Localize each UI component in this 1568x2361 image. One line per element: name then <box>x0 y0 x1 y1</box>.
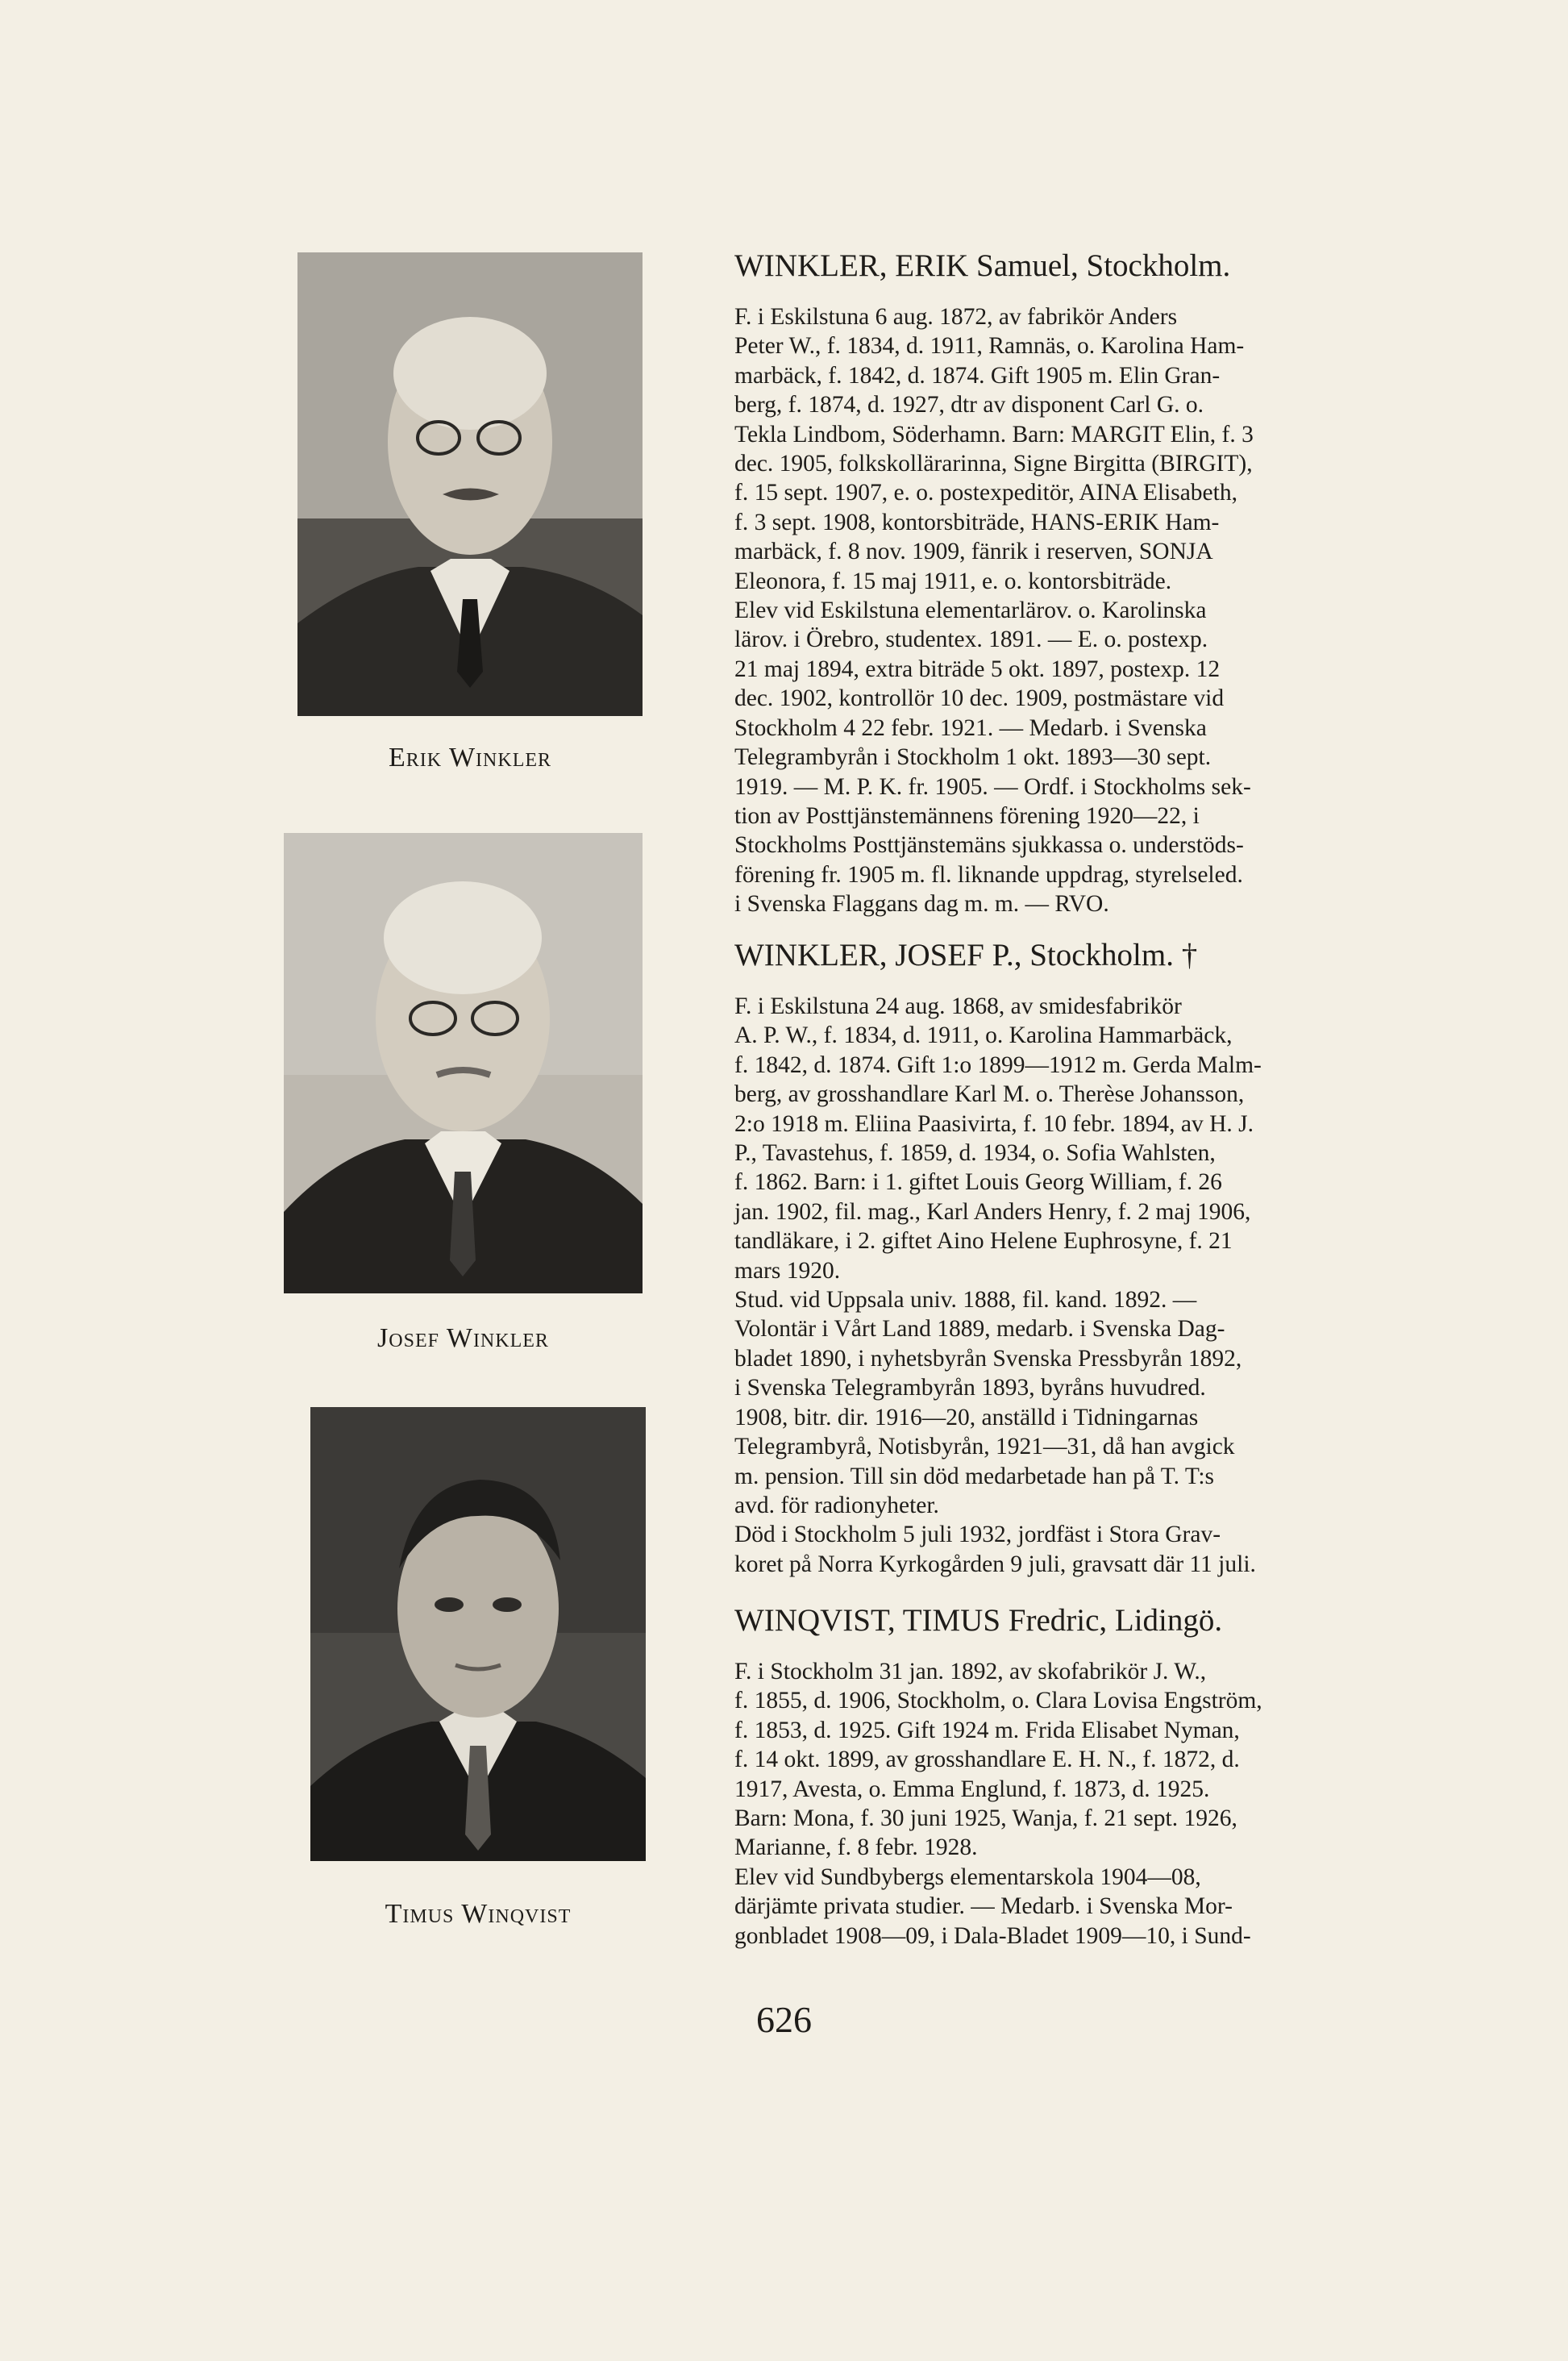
portrait-caption-erik: Erik Winkler <box>388 743 552 772</box>
portrait-timus-winqvist <box>310 1407 646 1861</box>
entry-body: F. i Stockholm 31 jan. 1892, av skofabrikör J. W., f. 1855, d. 1906, Stockholm, o. Clara Lovisa Engström, f. 1853, d. 1925. Gift 1924 m. Frida Elisabet Nyman, f. 14 okt. 1899, av grosshandlare E. H. N., f. 1872, d. 1917, Avesta, o. Emma Englund, f. 1873, d. 1925. Barn: Mona, f. 30 juni 1925, Wanja, f. 21 sept. 1926, Marianne, f. 8 febr. 1928. Elev vid Sundbybergs elementarskola 1904—08, därjämte privata studier. — Medarb. i Svenska Mor- gonbladet 1908—09, i Dala-Bladet 1909—10, i Sund- <box>734 1659 1262 1949</box>
portrait-erik-winkler-image <box>297 252 643 716</box>
entry-body: F. i Eskilstuna 24 aug. 1868, av smidesfabrikör A. P. W., f. 1834, d. 1911, o. Karolina Hammarbäck, f. 1842, d. 1874. Gift 1:o 1899—1912 m. Gerda Malm- berg, av grosshandlare Karl M. o. Therèse Johansson, 2:o 1918 m. Eliina Paasivirta, f. 10 febr. 1894, av H. J. P., Tavastehus, f. 1859, d. 1934, o. Sofia Wahlsten, f. 1862. Barn: i 1. giftet Louis Georg William, f. 26 jan. 1902, fil. mag., Karl Anders Henry, f. 2 maj 1906, tandläkare, i 2. giftet Aino Helene Euphrosyne, f. 21 mars 1920. Stud. vid Uppsala univ. 1888, fil. kand. 1892. — Volontär i Vårt Land 1889, medarb. i Svenska Dag- bladet 1890, i nyhetsbyrån Svenska Pressbyrån 1892, i Svenska Telegrambyrån 1893, byråns huvudred. 1908, bitr. dir. 1916—20, anställd i Tidningarnas Telegrambyrå, Notisbyrån, 1921—31, då han avgick m. pension. Till sin död medarbetade han på T. T:s avd. för radionyheter. Död i Stockholm 5 juli 1932, jordfäst i Stora Grav- koret på Norra Kyrkogården 9 juli, gravsatt där 11 juli. <box>734 993 1262 1577</box>
entry-heading: WINKLER, ERIK Samuel, Stockholm. <box>734 248 1231 283</box>
portrait-caption-timus: Timus Winqvist <box>385 1899 572 1929</box>
entry-winkler-erik <box>734 246 1428 919</box>
portrait-caption-josef: Josef Winkler <box>377 1323 549 1353</box>
portrait-josef-winkler <box>284 833 643 1293</box>
entry-body: F. i Eskilstuna 6 aug. 1872, av fabrikör Anders Peter W., f. 1834, d. 1911, Ramnäs, o. Karolina Ham- marbäck, f. 1842, d. 1874. Gift 1905 m. Elin Gran- berg, f. 1874, d. 1927, dtr av disponent Carl G. o. Tekla Lindbom, Söderhamn. Barn: MARGIT Elin, f. 3 dec. 1905, folkskollärarinna, Signe Birgitta (BIRGIT), f. 15 sept. 1907, e. o. postexpeditör, AINA Elisabeth, f. 3 sept. 1908, kontorsbiträde, HANS-ERIK Ham- marbäck, f. 8 nov. 1909, fänrik i reserven, SONJA Eleonora, f. 15 maj 1911, e. o. kontorsbiträde. Elev vid Eskilstuna elementarlärov. o. Karolinska lärov. i Örebro, studentex. 1891. — E. o. postexp. 21 maj 1894, extra biträde 5 okt. 1897, postexp. 12 dec. 1902, kontrollör 10 dec. 1909, postmästare vid Stockholm 4 22 febr. 1921. — Medarb. i Svenska Telegrambyrån i Stockholm 1 okt. 1893—30 sept. 1919. — M. P. K. fr. 1905. — Ordf. i Stockholms sek- tion av Posttjänstemännens förening 1920—22, i Stockholms Posttjänstemäns sjukkassa o. understöds- förening fr. 1905 m. fl. liknande uppdrag, styrelseled. i Svenska Flaggans dag m. m. — RVO. <box>734 304 1254 918</box>
portrait-timus-winqvist-image <box>310 1407 646 1861</box>
entry-winkler-josef <box>734 935 1428 1579</box>
entry-heading: WINQVIST, TIMUS Fredric, Lidingö. <box>734 1603 1223 1638</box>
entry-winqvist-timus <box>734 1601 1428 1951</box>
portrait-erik-winkler <box>297 252 643 716</box>
page-number: 626 <box>756 1999 812 2040</box>
entry-heading: WINKLER, JOSEF P., Stockholm. † <box>734 938 1198 972</box>
portrait-josef-winkler-image <box>284 833 643 1293</box>
